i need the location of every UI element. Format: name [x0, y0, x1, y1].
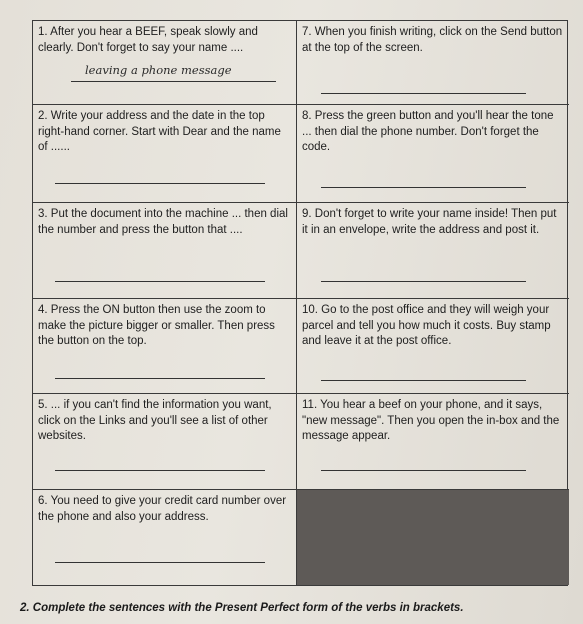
exercise-cell-6	[33, 490, 297, 585]
answer-line-6	[55, 562, 265, 563]
exercise-text-9: 9. Don't forget to write your name inside! Then put it in an envelope, write the address and post it.	[302, 208, 557, 236]
exercise-cell-11	[297, 394, 569, 490]
exercise-cell-3	[33, 203, 297, 299]
exercise-text-3: 3. Put the document into the machine ... then dial the number and press the button that ....	[38, 208, 288, 236]
exercise-text-6: 6. You need to give your credit card number over the phone and also your address.	[38, 495, 287, 523]
answer-line-7	[321, 93, 526, 94]
exercise-text-2: 2. Write your address and the date in the top right-hand corner. Start with Dear and the name of ......	[38, 110, 281, 153]
answer-line-9	[321, 281, 526, 282]
exercise-2-instruction: 2. Complete the sentences with the Present Perfect form of the verbs in brackets.	[20, 602, 464, 614]
exercise-cell-8	[297, 105, 569, 203]
exercise-text-10: 10. Go to the post office and they will weigh your parcel and tell you how much it costs. Buy stamp and leave it at the post office.	[302, 304, 551, 347]
answer-line-11	[321, 470, 526, 471]
answer-line-1	[71, 81, 276, 82]
answer-line-10	[321, 380, 526, 381]
exercise-text-5: 5. ... if you can't find the information you want, click on the Links and you'll see a list of other websites.	[38, 399, 272, 442]
answer-line-5	[55, 470, 265, 471]
exercise-cell-5	[33, 394, 297, 490]
answer-line-3	[55, 281, 265, 282]
exercise-table	[32, 20, 568, 586]
exercise-text-4: 4. Press the ON button then use the zoom to make the picture bigger or smaller. Then press the button on the top.	[38, 304, 275, 347]
exercise-cell-1	[33, 21, 297, 105]
exercise-text-7: 7. When you finish writing, click on the Send button at the top of the screen.	[302, 26, 563, 54]
shaded-empty-cell	[297, 490, 569, 585]
exercise-cell-9	[297, 203, 569, 299]
answer-line-4	[55, 378, 265, 379]
exercise-cell-7	[297, 21, 569, 105]
exercise-text-1: 1. After you hear a BEEF, speak slowly and clearly. Don't forget to say your name ....	[38, 26, 258, 54]
exercise-text-11: 11. You hear a beef on your phone, and it says, "new message". Then you open the in-box and the message appear.	[302, 399, 560, 442]
exercise-cell-10	[297, 299, 569, 394]
answer-line-8	[321, 187, 526, 188]
exercise-text-8: 8. Press the green button and you'll hear the tone ... then dial the phone number. Don't forget the code.	[302, 110, 554, 153]
answer-line-2	[55, 183, 265, 184]
exercise-cell-2	[33, 105, 297, 203]
handwritten-answer-1: leaving a phone message	[85, 62, 232, 77]
exercise-cell-4	[33, 299, 297, 394]
